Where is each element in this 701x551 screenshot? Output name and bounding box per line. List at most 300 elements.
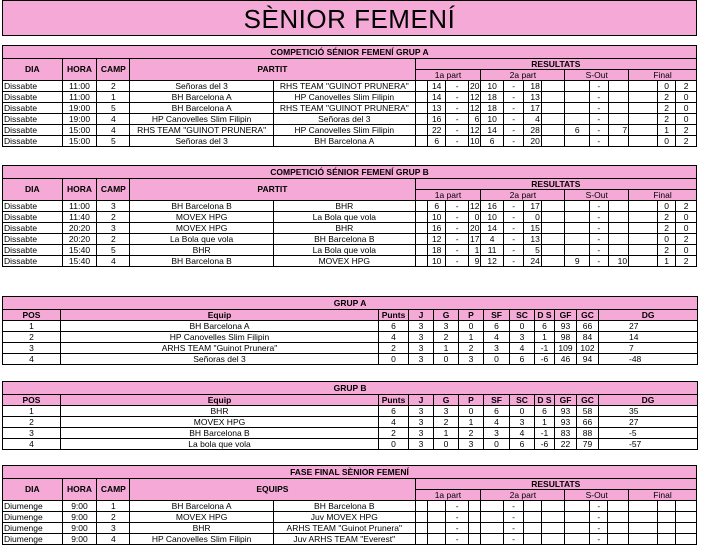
col-part1: 1a part — [415, 490, 481, 501]
score-part1-home: 14 — [427, 92, 445, 103]
pad — [481, 501, 504, 512]
col-equip: Equip — [61, 395, 379, 406]
standings-punts: 2 — [379, 428, 409, 439]
final-home: 1 — [657, 125, 675, 136]
shootout-home — [565, 234, 590, 245]
home-team: Señoras del 3 — [130, 136, 274, 147]
away-team: BHR — [273, 223, 415, 234]
shootout-home — [565, 114, 590, 125]
standings-ds: -6 — [535, 354, 555, 365]
col-ds: D S — [535, 395, 555, 406]
score-part2-away: 13 — [524, 92, 541, 103]
score-part2-home: 4 — [481, 234, 504, 245]
score-sep: - — [503, 136, 524, 147]
standings-sc: 6 — [510, 439, 535, 450]
pad — [657, 501, 675, 512]
match-row — [3, 103, 697, 114]
score-sep: - — [590, 534, 608, 545]
match-time: 15:00 — [62, 136, 97, 147]
match-court: 4 — [97, 534, 130, 545]
score-sep: - — [590, 136, 608, 147]
col-hora: HORA — [62, 59, 97, 81]
score-part2-away: 4 — [524, 114, 541, 125]
col-part2: 2a part — [481, 70, 565, 81]
match-day: Dissabte — [3, 114, 63, 125]
match-row — [3, 81, 697, 92]
score-part2-away: 20 — [524, 136, 541, 147]
score-sep: - — [446, 201, 469, 212]
shootout-away — [608, 245, 629, 256]
pad — [629, 534, 658, 545]
score-part1-home: 6 — [427, 136, 445, 147]
match-court: 3 — [97, 223, 130, 234]
pad — [629, 81, 658, 92]
standings-gf: 98 — [555, 332, 577, 343]
final-away: 0 — [676, 245, 697, 256]
score-part1-home: 12 — [427, 234, 445, 245]
shootout-away — [608, 212, 629, 223]
match-court: 1 — [97, 92, 130, 103]
score-part2-away: 15 — [524, 223, 541, 234]
match-time: 9:00 — [62, 501, 97, 512]
shootout-home — [565, 223, 590, 234]
match-court: 4 — [97, 125, 130, 136]
standings-punts: 6 — [379, 406, 409, 417]
pad — [608, 523, 629, 534]
score-part1-away: 12 — [470, 91, 480, 102]
standings-g: 0 — [434, 354, 459, 365]
match-day: Dissabte — [3, 245, 63, 256]
score-part2-away: 17 — [524, 103, 541, 114]
standings-j: 3 — [409, 343, 434, 354]
col-partit: PARTIT — [130, 59, 415, 81]
score-part2-home: 6 — [481, 136, 504, 147]
score-sep: - — [446, 256, 469, 267]
pad — [415, 523, 427, 534]
col-pos: POS — [3, 395, 61, 406]
standings-team: BH Barcelona A — [61, 321, 379, 332]
match-day: Diumenge — [3, 512, 63, 523]
score-part1-home: 10 — [427, 256, 445, 267]
match-row — [3, 212, 697, 223]
pad — [541, 125, 565, 136]
score-part1-away: 20 — [470, 222, 480, 233]
score-sep: - — [503, 81, 524, 92]
standings-dg: 14 — [599, 332, 698, 343]
standings-team: HP Canovelles Slim Filipin — [61, 332, 379, 343]
final-away: 2 — [676, 81, 697, 92]
score-part2-home: 10 — [481, 114, 504, 125]
match-time: 19:00 — [62, 103, 97, 114]
col-part2: 2a part — [481, 490, 565, 501]
standings-pos: 3 — [3, 343, 61, 354]
col-gc: GC — [577, 395, 599, 406]
final-home: 2 — [657, 245, 675, 256]
score-sep: - — [446, 245, 469, 256]
col-sc: SC — [510, 310, 535, 321]
pad — [415, 81, 427, 92]
final-home: 2 — [657, 114, 675, 125]
standings-row — [3, 332, 698, 343]
pad — [541, 523, 565, 534]
shootout-home — [565, 81, 590, 92]
match-row — [3, 92, 697, 103]
score-part1-away: 12 — [470, 124, 480, 135]
standings-j: 3 — [409, 354, 434, 365]
score-part1-home: 18 — [427, 245, 445, 256]
score-sep: - — [590, 92, 608, 103]
standings-gf: 93 — [555, 417, 577, 428]
match-row — [3, 512, 697, 523]
score-sep: - — [503, 245, 524, 256]
match-day: Diumenge — [3, 534, 63, 545]
pad — [415, 234, 427, 245]
standings-gf: 83 — [555, 428, 577, 439]
pad — [468, 501, 480, 512]
score-sep: - — [503, 234, 524, 245]
standings-g: 1 — [434, 343, 459, 354]
score-sep: - — [503, 92, 524, 103]
standings-ds: -1 — [535, 343, 555, 354]
pad — [676, 512, 697, 523]
score-part2-away: 18 — [524, 81, 541, 92]
col-part1: 1a part — [415, 190, 481, 201]
pad — [657, 534, 675, 545]
score-part1-away: 10 — [470, 135, 480, 146]
match-court: 2 — [97, 212, 130, 223]
match-row — [3, 501, 697, 512]
final-away: 0 — [676, 223, 697, 234]
col-resultats: RESULTATS — [415, 179, 696, 190]
score-sep: - — [590, 81, 608, 92]
pad — [608, 534, 629, 545]
standings-ds: 1 — [535, 332, 555, 343]
pad — [415, 92, 427, 103]
pad — [629, 125, 658, 136]
pad — [524, 512, 541, 523]
match-time: 11:00 — [62, 81, 97, 92]
standings-pos: 1 — [3, 406, 61, 417]
standings-dg: 35 — [599, 406, 698, 417]
pad — [629, 201, 658, 212]
standings-p: 2 — [459, 343, 484, 354]
pad — [541, 223, 565, 234]
home-team: RHS TEAM "GUINOT PRUNERA" — [130, 125, 274, 136]
pad — [657, 512, 675, 523]
away-team: La Bola que vola — [273, 245, 415, 256]
away-team: BH Barcelona B — [273, 234, 415, 245]
score-part2-away: 5 — [524, 245, 541, 256]
pad — [565, 512, 590, 523]
pad — [629, 103, 658, 114]
match-court: 5 — [97, 103, 130, 114]
standings-dg: 27 — [599, 321, 698, 332]
home-team: MOVEX HPG — [130, 512, 274, 523]
standings-p: 3 — [459, 439, 484, 450]
score-part1-home: 6 — [427, 201, 445, 212]
pad — [676, 534, 697, 545]
match-day: Dissabte — [3, 223, 63, 234]
standings-j: 3 — [409, 417, 434, 428]
final-home: 2 — [657, 103, 675, 114]
pad — [415, 512, 427, 523]
final-away: 2 — [676, 234, 697, 245]
score-part1-away: 9 — [469, 256, 481, 267]
match-row — [3, 136, 697, 147]
score-part1-home: 16 — [427, 223, 445, 234]
home-team: MOVEX HPG — [130, 212, 274, 223]
col-gf: GF — [555, 395, 577, 406]
pad — [481, 512, 504, 523]
shootout-home — [565, 92, 590, 103]
pad — [468, 523, 480, 534]
standings-sc: 6 — [510, 354, 535, 365]
standings-dg: -48 — [599, 354, 698, 365]
pad — [415, 125, 427, 136]
score-sep: - — [590, 501, 608, 512]
pad — [608, 501, 629, 512]
pad — [565, 523, 590, 534]
score-sep: - — [590, 256, 608, 267]
final-home: 2 — [657, 212, 675, 223]
pad — [415, 212, 427, 223]
standings-pos: 1 — [3, 321, 61, 332]
pad — [415, 501, 427, 512]
match-row — [3, 256, 697, 267]
pad — [415, 256, 427, 267]
standings-punts: 0 — [379, 354, 409, 365]
home-team: La Bola que vola — [130, 234, 274, 245]
score-sep: - — [446, 81, 469, 92]
standings-gc: 88 — [577, 428, 599, 439]
standings-ds: 6 — [535, 321, 555, 332]
pad — [676, 501, 697, 512]
col-sc: SC — [510, 395, 535, 406]
pad — [541, 92, 565, 103]
standings-sc: 4 — [510, 343, 535, 354]
pad — [415, 201, 427, 212]
score-sep: - — [503, 512, 524, 523]
score-part1-away: 12 — [470, 102, 480, 113]
away-team: BH Barcelona B — [273, 501, 415, 512]
standings-p: 0 — [459, 406, 484, 417]
score-sep: - — [446, 234, 469, 245]
score-sep: - — [446, 114, 469, 125]
away-team: Señoras del 3 — [273, 114, 415, 125]
final-home: 0 — [657, 201, 675, 212]
match-court: 5 — [97, 136, 130, 147]
standings-gc: 66 — [577, 321, 599, 332]
pad — [427, 523, 445, 534]
score-part1-home: 10 — [427, 212, 445, 223]
match-time: 11:40 — [62, 212, 97, 223]
shootout-home: 9 — [565, 256, 590, 267]
col-camp: CAMP — [97, 59, 130, 81]
standings-g: 2 — [434, 417, 459, 428]
away-team: RHS TEAM "GUINOT PRUNERA" — [273, 81, 415, 92]
score-part1-home: 16 — [427, 114, 445, 125]
final-away: 0 — [676, 212, 697, 223]
home-team: HP Canovelles Slim Filipin — [130, 114, 274, 125]
standings-gc: 66 — [577, 417, 599, 428]
standings-p: 2 — [459, 428, 484, 439]
score-sep: - — [590, 103, 608, 114]
col-g: G — [434, 395, 459, 406]
score-sep: - — [503, 223, 524, 234]
col-final: Final — [629, 490, 697, 501]
standings-team: BH Barcelona B — [61, 428, 379, 439]
match-day: Diumenge — [3, 523, 63, 534]
standings-sc: 3 — [510, 332, 535, 343]
standings-punts: 2 — [379, 343, 409, 354]
match-day: Diumenge — [3, 501, 63, 512]
pad — [541, 245, 565, 256]
match-time: 15:40 — [62, 256, 97, 267]
pad — [629, 512, 658, 523]
score-part1-away: 12 — [470, 200, 480, 211]
col-sout: S-Out — [565, 490, 629, 501]
pad — [629, 136, 658, 147]
standings-g: 3 — [434, 321, 459, 332]
standings-sf: 0 — [484, 354, 510, 365]
match-time: 9:00 — [62, 512, 97, 523]
match-time: 20:20 — [62, 223, 97, 234]
score-sep: - — [590, 512, 608, 523]
group-a-standings-table — [2, 296, 698, 365]
match-time: 9:00 — [62, 534, 97, 545]
pad — [427, 512, 445, 523]
match-court: 3 — [97, 201, 130, 212]
pad — [481, 523, 504, 534]
group-b-title: COMPETICIÓ SÉNIOR FEMENÍ GRUP B — [3, 166, 697, 179]
pad — [629, 114, 658, 125]
score-part1-away: 17 — [470, 233, 480, 244]
score-sep: - — [503, 103, 524, 114]
pad — [415, 114, 427, 125]
shootout-home — [565, 212, 590, 223]
final-away: 0 — [676, 103, 697, 114]
col-camp: CAMP — [97, 179, 130, 201]
group-a-matches-table — [2, 45, 697, 147]
pad — [524, 534, 541, 545]
score-sep: - — [446, 136, 469, 147]
score-sep: - — [446, 501, 469, 512]
home-team: Señoras del 3 — [130, 81, 274, 92]
page-title: SÈNIOR FEMENÍ — [2, 0, 697, 36]
home-team: BHR — [130, 523, 274, 534]
pad — [541, 81, 565, 92]
match-court: 4 — [97, 256, 130, 267]
col-pos: POS — [3, 310, 61, 321]
group-a-title: COMPETICIÓ SÉNIOR FEMENÍ GRUP A — [3, 46, 697, 59]
pad — [541, 136, 565, 147]
match-time: 11:00 — [62, 92, 97, 103]
col-dg: DG — [599, 395, 698, 406]
away-team: Juv MOVEX HPG — [273, 512, 415, 523]
finals-title: FASE FINAL SÈNIOR FEMENÍ — [3, 466, 697, 479]
shootout-away: 7 — [608, 125, 629, 136]
standings-gc: 58 — [577, 406, 599, 417]
standings-g: 0 — [434, 439, 459, 450]
pad — [657, 523, 675, 534]
col-equips: EQUIPS — [130, 479, 415, 501]
pad — [541, 103, 565, 114]
standings-j: 3 — [409, 332, 434, 343]
standings-gf: 22 — [555, 439, 577, 450]
match-time: 15:00 — [62, 125, 97, 136]
score-sep: - — [503, 125, 524, 136]
standings-g: 2 — [434, 332, 459, 343]
final-home: 2 — [657, 223, 675, 234]
shootout-away — [608, 136, 629, 147]
score-sep: - — [590, 523, 608, 534]
match-row — [3, 245, 697, 256]
score-part2-home: 10 — [481, 212, 504, 223]
standings-team: MOVEX HPG — [61, 417, 379, 428]
standings-sc: 0 — [510, 321, 535, 332]
standings-ds: -1 — [535, 428, 555, 439]
col-camp: CAMP — [97, 479, 130, 501]
standings-punts: 4 — [379, 417, 409, 428]
standings-sf: 6 — [484, 321, 510, 332]
final-away: 2 — [676, 125, 697, 136]
score-sep: - — [446, 125, 469, 136]
pad — [629, 212, 658, 223]
col-final: Final — [629, 190, 697, 201]
col-hora: HORA — [62, 479, 97, 501]
shootout-home — [565, 136, 590, 147]
score-part1-home: 22 — [427, 125, 445, 136]
home-team: BH Barcelona A — [130, 92, 274, 103]
away-team: BHR — [273, 201, 415, 212]
score-part2-home: 18 — [481, 92, 504, 103]
final-away: 0 — [676, 114, 697, 125]
match-day: Dissabte — [3, 201, 63, 212]
standings-sc: 4 — [510, 428, 535, 439]
score-sep: - — [503, 501, 524, 512]
match-court: 2 — [97, 234, 130, 245]
standings-j: 3 — [409, 321, 434, 332]
pad — [565, 534, 590, 545]
match-time: 15:40 — [62, 245, 97, 256]
standings-b-title: GRUP B — [3, 382, 698, 395]
standings-team: ARHS TEAM "Guinot Prunera" — [61, 343, 379, 354]
col-sf: SF — [484, 395, 510, 406]
away-team: BH Barcelona A — [273, 136, 415, 147]
score-sep: - — [590, 223, 608, 234]
standings-dg: 27 — [599, 417, 698, 428]
group-b-standings-table — [2, 381, 698, 450]
pad — [541, 501, 565, 512]
standings-punts: 6 — [379, 321, 409, 332]
col-p: P — [459, 310, 484, 321]
shootout-home: 6 — [565, 125, 590, 136]
standings-gc: 94 — [577, 354, 599, 365]
standings-g: 1 — [434, 428, 459, 439]
standings-team: BHR — [61, 406, 379, 417]
match-time: 9:00 — [62, 523, 97, 534]
pad — [415, 103, 427, 114]
standings-gf: 93 — [555, 406, 577, 417]
pad — [676, 523, 697, 534]
col-gc: GC — [577, 310, 599, 321]
col-part2: 2a part — [481, 190, 565, 201]
away-team: Juv ARHS TEAM "Everest" — [273, 534, 415, 545]
pad — [415, 136, 427, 147]
score-part2-home: 18 — [481, 103, 504, 114]
pad — [629, 92, 658, 103]
shootout-home — [565, 103, 590, 114]
